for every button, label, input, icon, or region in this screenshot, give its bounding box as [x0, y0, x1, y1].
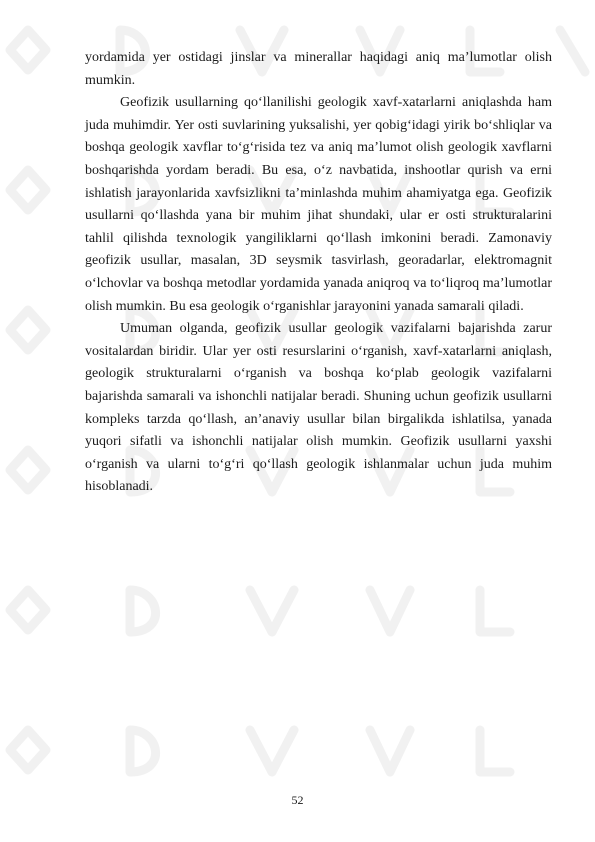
paragraph-continuation: yordamida yer ostidagi jinslar va minerallar haqidagi aniq ma’lumotlar olish mumkin.: [85, 50, 552, 88]
paragraph-geophysical-hazards: Geofizik usullarning qo‘llanilishi geologik xavf-xatarlarni aniqlashda ham juda muhimdir. Yer osti suvlarining yuksalishi, yer qobig‘idagi yirik bo‘shliqlar va boshqa geologik xavflar to‘g‘risida tez va aniq ma’lumot olish geologik xavflarni boshqarishda yordam beradi. Bu esa, o‘z navbatida, inshootlar qurish va erni ishlatish jarayonlarida xavfsizlikni ta’minlashda muhim ahamiyatga ega. Geofizik usullarni qo‘llashda yana bir muhim jihat shundaki, ular er osti strukturalarini tahlil qilishda texnologik yangiliklarni qo‘llash imkonini beradi. Zamonaviy geofizik usullar, masalan, 3D seysmik tasvirlash, georadarlar, elektromagnit o‘lchovlar va boshqa metodlar yordamida yanada aniqroq va to‘liqroq ma’lumotlar olish mumkin. Bu esa geologik o‘rganishlar jarayonini yanada samarali qiladi.: [85, 95, 552, 314]
paragraph-conclusion: Umuman olganda, geofizik usullar geologik vazifalarni bajarishda zarur vositalardan biridir. Ular yer osti resurslarini o‘rganish, xavf-xatarlarni aniqlash, geologik strukturalarni o‘rganish va boshqa ko‘plab geologik vazifalarni bajarishda samarali va ishonchli natijalar beradi. Shuning uchun geofizik usullarni kompleks tarzda qo‘llash, an’anaviy usullar bilan birgalikda ishlatilsa, yanada yuqori sifatli va ishonchli natijalar olish mumkin. Geofizik usullarni yaxshi o‘rganish va ularni to‘g‘ri qo‘llash geologik ishlanmalar uchun juda muhim hisoblanadi.: [85, 321, 552, 495]
page-number: 52: [291, 793, 304, 807]
body-text: [85, 47, 552, 499]
